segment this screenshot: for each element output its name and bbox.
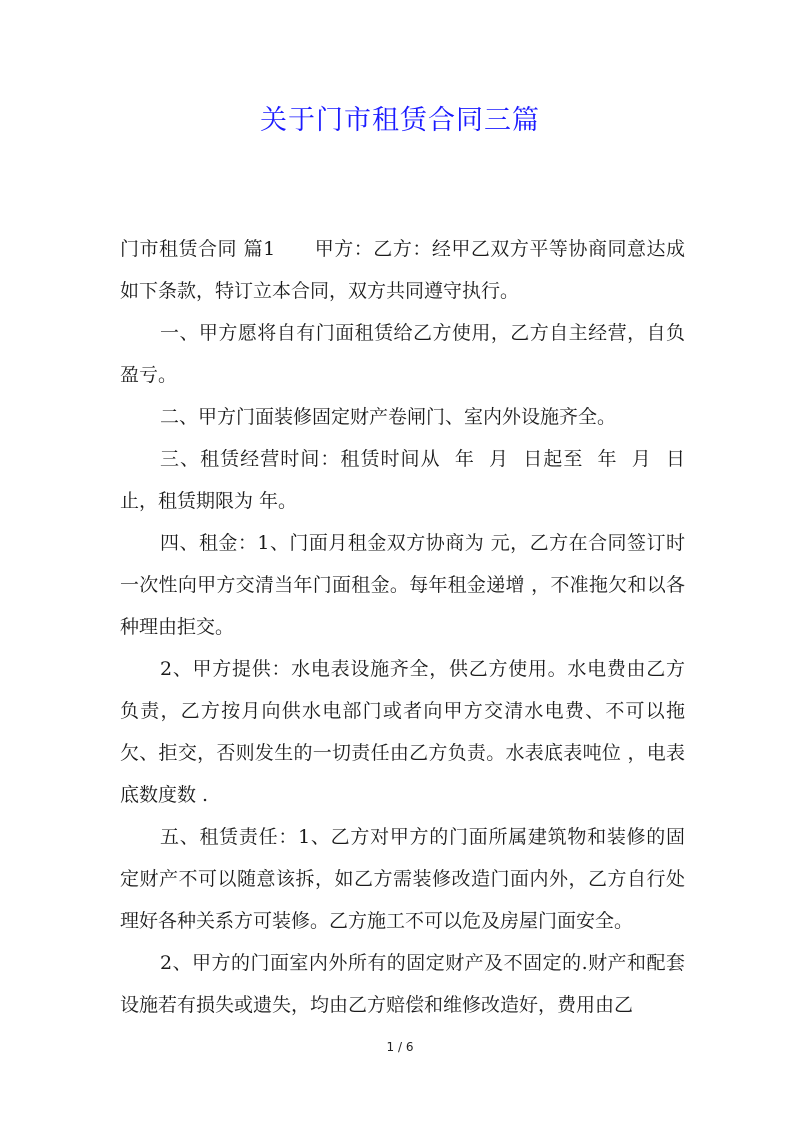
document-body: [120, 228, 685, 1026]
paragraph: 门市租赁合同 篇1 甲方：乙方：经甲乙双方平等协商同意达成如下条款，特订立本合同，双方共同遵守执行。: [120, 238, 685, 302]
paragraph: 二、甲方门面装修固定财产卷闸门、室内外设施齐全。: [160, 406, 617, 428]
paragraph: 2、甲方提供：水电表设施齐全，供乙方使用。水电费由乙方负责，乙方按月向供水电部门或者向甲方交清水电费、不可以拖欠、拒交，否则发生的一切责任由乙方负责。水表底表吨位 ，电表底数度数 .: [120, 658, 685, 806]
paragraph: 三、租赁经营时间：租赁时间从 年 月 日起至 年 月 日止，租赁期限为 年。: [120, 448, 685, 512]
paragraph: 一、甲方愿将自有门面租赁给乙方使用，乙方自主经营，自负盈亏。: [120, 322, 685, 386]
paragraph: 五、租赁责任：1、乙方对甲方的门面所属建筑物和装修的固定财产不可以随意该拆，如乙方需装修改造门面内外，乙方自行处理好各种关系方可装修。乙方施工不可以危及房屋门面安全。: [120, 826, 685, 932]
paragraph: 2、甲方的门面室内外所有的固定财产及不固定的.财产和配套设施若有损失或遗失，均由乙方赔偿和维修改造好，费用由乙: [120, 952, 685, 1016]
paragraph: 四、租金：1、门面月租金双方协商为 元，乙方在合同签订时一次性向甲方交清当年门面租金。每年租金递增 ，不准拖欠和以各种理由拒交。: [120, 532, 685, 638]
page-number: 1 / 6: [386, 1040, 414, 1054]
document-title: 关于门市租赁合同三篇: [260, 105, 540, 136]
